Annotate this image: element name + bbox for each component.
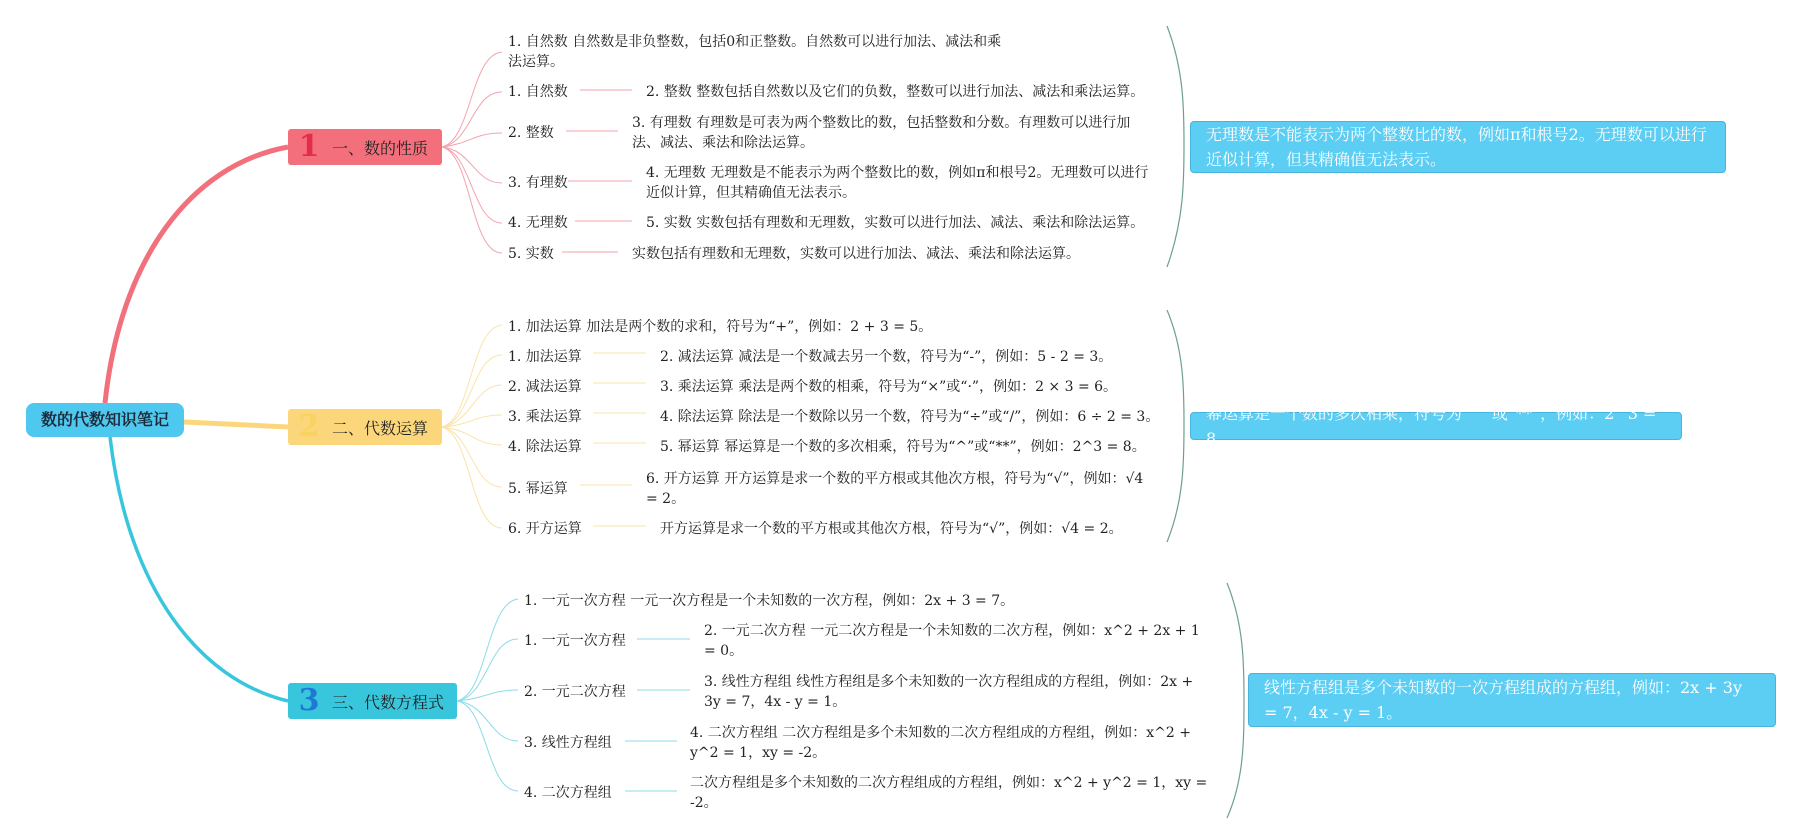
branch-number: 3 (298, 683, 320, 718)
node-item[interactable]: 4. 二次方程组 二次方程组是多个未知数的二次方程组成的方程组，例如：x^2 + y^2 = 1，xy = -2。 (690, 725, 1191, 761)
node-item[interactable]: 2. 一元二次方程 (524, 684, 626, 700)
node-item[interactable]: 1. 一元一次方程 一元一次方程是一个未知数的一次方程，例如：2x + 3 = 7。 (524, 593, 1015, 609)
node-item[interactable]: 3. 乘法运算 乘法是两个数的相乘，符号为“×”或“·”，例如：2 × 3 = 6。 (660, 379, 1118, 395)
summary-box[interactable]: 线性方程组是多个未知数的一次方程组成的方程组，例如：2x + 3y = 7，4x - y = 1。 (1248, 673, 1776, 727)
branch-number-properties[interactable] (288, 129, 442, 165)
node-item[interactable]: 1. 加法运算 加法是两个数的求和，符号为“+”，例如：2 + 3 = 5。 (508, 319, 933, 335)
node-item[interactable]: 5. 幂运算 (508, 481, 568, 497)
branch-label: 二、代数运算 (332, 418, 429, 438)
node-item[interactable]: 2. 整数 整数包括自然数以及它们的负数，整数可以进行加法、减法和乘法运算。 (646, 84, 1145, 100)
branch-label: 一、数的性质 (332, 138, 429, 158)
node-item[interactable]: 实数包括有理数和无理数，实数可以进行加法、减法、乘法和除法运算。 (632, 246, 1080, 262)
root-topic[interactable]: 数的代数知识笔记 (26, 403, 184, 437)
node-item[interactable]: 3. 线性方程组 (524, 735, 612, 751)
node-item[interactable]: 3. 线性方程组 线性方程组是多个未知数的一次方程组成的方程组，例如：2x + 3y = 7，4x - y = 1。 (704, 674, 1194, 710)
summary-box[interactable]: 无理数是不能表示为两个整数比的数，例如π和根号2。无理数可以进行近似计算，但其精确值无法表示。 (1190, 121, 1726, 173)
node-item[interactable]: 1. 加法运算 (508, 349, 582, 365)
node-item[interactable]: 3. 有理数 (508, 175, 568, 191)
branch-algebraic-operations[interactable] (288, 409, 442, 445)
node-item[interactable]: 4. 除法运算 除法是一个数除以另一个数，符号为“÷”或“/”，例如：6 ÷ 2 = 3。 (660, 409, 1160, 425)
branch-algebraic-equations[interactable] (288, 683, 457, 719)
node-item[interactable]: 4. 二次方程组 (524, 785, 612, 801)
node-item[interactable]: 6. 开方运算 开方运算是求一个数的平方根或其他次方根，符号为“√”，例如：√4 = 2。 (646, 471, 1144, 507)
node-item[interactable]: 4. 无理数 无理数是不能表示为两个整数比的数，例如π和根号2。无理数可以进行近似计算，但其精确值无法表示。 (646, 165, 1149, 201)
node-item[interactable]: 2. 一元二次方程 一元二次方程是一个未知数的二次方程，例如：x^2 + 2x + 1 = 0。 (704, 623, 1200, 659)
branch-label: 三、代数方程式 (332, 692, 445, 712)
node-item[interactable]: 4. 无理数 (508, 215, 568, 231)
node-item[interactable]: 二次方程组是多个未知数的二次方程组成的方程组，例如：x^2 + y^2 = 1，xy = -2。 (690, 775, 1208, 811)
node-item[interactable]: 1. 自然数 自然数是非负整数，包括0和正整数。自然数可以进行加法、减法和乘法运算。 (508, 34, 1002, 70)
node-item[interactable]: 1. 自然数 (508, 84, 568, 100)
branch-number: 2 (298, 409, 320, 444)
node-item[interactable]: 5. 实数 (508, 246, 554, 262)
node-item[interactable]: 开方运算是求一个数的平方根或其他次方根，符号为“√”，例如：√4 = 2。 (660, 521, 1123, 537)
branch-number: 1 (298, 129, 320, 164)
node-item[interactable]: 2. 整数 (508, 125, 554, 141)
node-item[interactable]: 6. 开方运算 (508, 521, 582, 537)
summary-box[interactable]: 幂运算是一个数的多次相乘，符号为“^”或“**”，例如：2^3 = 8。 (1190, 412, 1682, 440)
node-item[interactable]: 2. 减法运算 减法是一个数减去另一个数，符号为“-”，例如：5 - 2 = 3。 (660, 349, 1113, 365)
node-item[interactable]: 5. 实数 实数包括有理数和无理数，实数可以进行加法、减法、乘法和除法运算。 (646, 215, 1145, 231)
node-item[interactable]: 5. 幂运算 幂运算是一个数的多次相乘，符号为“^”或“**”，例如：2^3 = 8。 (660, 439, 1146, 455)
node-item[interactable]: 3. 有理数 有理数是可表为两个整数比的数，包括整数和分数。有理数可以进行加法、减法、乘法和除法运算。 (632, 115, 1131, 151)
node-item[interactable]: 3. 乘法运算 (508, 409, 582, 425)
node-item[interactable]: 4. 除法运算 (508, 439, 582, 455)
node-item[interactable]: 2. 减法运算 (508, 379, 582, 395)
node-item[interactable]: 1. 一元一次方程 (524, 633, 626, 649)
